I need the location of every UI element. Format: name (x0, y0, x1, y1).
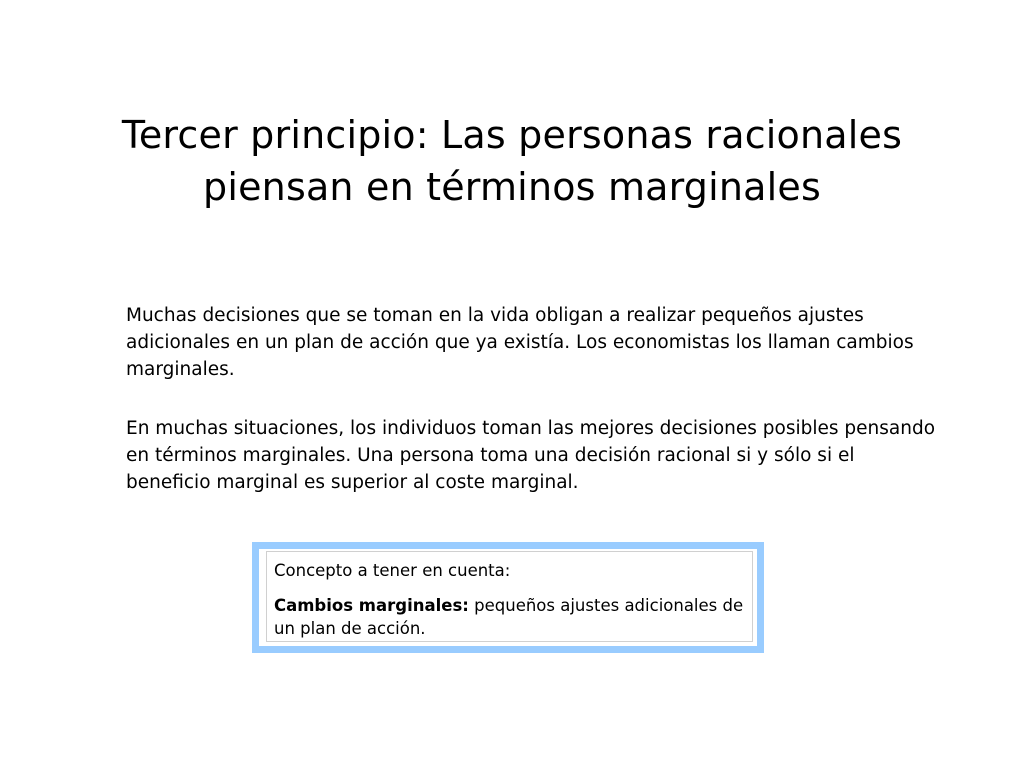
slide-title (60, 109, 964, 213)
slide-title-line-1: Tercer principio: Las personas racionales (121, 113, 903, 158)
concept-definition (274, 594, 744, 640)
concept-callout-box (252, 542, 764, 653)
concept-term: Cambios marginales: (274, 596, 469, 615)
body-paragraph-1: Muchas decisiones que se toman en la vida obligan a realizar pequeños ajustes adicionales en un plan de acción que ya existía. Los economistas los llaman cambios marginales. (126, 305, 914, 380)
body-paragraph-2: En muchas situaciones, los individuos toman las mejores decisiones posibles pensando en términos marginales. Una persona toma una decisión racional si y sólo si el beneficio marginal es superior al coste marginal. (126, 418, 936, 493)
concept-definition-text: pequeños ajustes adicionales de un plan de acción. (274, 596, 744, 638)
slide-body (126, 302, 936, 528)
concept-callout-content (266, 551, 753, 642)
slide-title-line-2: piensan en términos marginales (203, 165, 821, 210)
concept-heading: Concepto a tener en cuenta: (274, 561, 511, 580)
